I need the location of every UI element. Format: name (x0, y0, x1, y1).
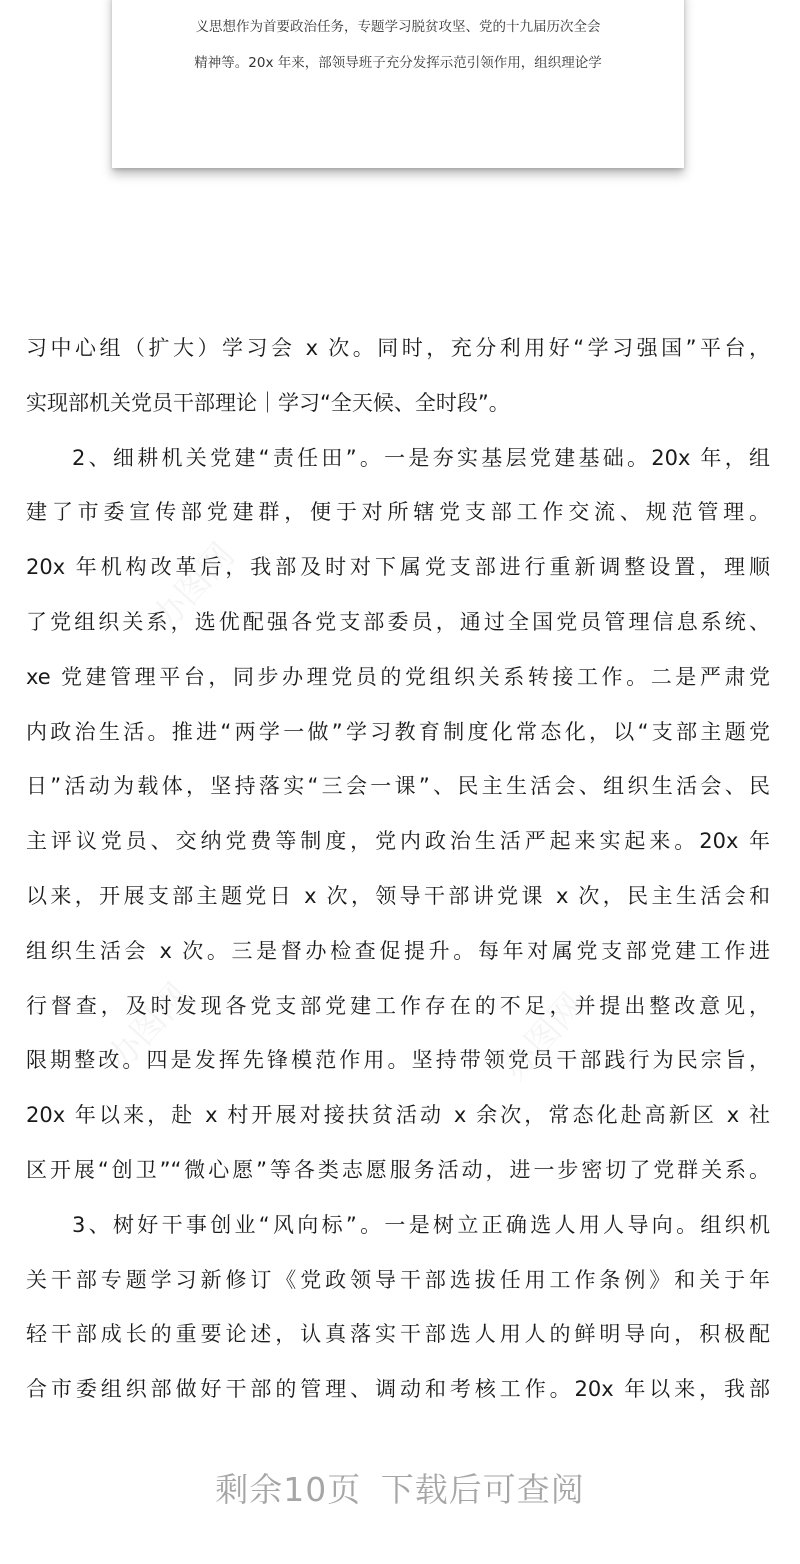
paragraph-line: 了党组织关系，选优配强各党支部委员，通过全国党员管理信息系统、 (26, 609, 770, 634)
paragraph-line: 习中心组（扩大）学习会 x 次。同时，充分利用好“学习强国”平台， (26, 336, 770, 360)
preview-line: 义思想作为首要政治任务，专题学习脱贫攻坚、党的十九届历次全会 (195, 19, 601, 35)
paragraph-line: 行督查，及时发现各党支部党建工作存在的不足，并提出整改意见， (26, 993, 770, 1018)
paragraph-line: 内政治生活。推进“两学一做”学习教育制度化常态化，以“支部主题党 (26, 719, 770, 744)
remaining-pages-notice[interactable]: 剩余10页 下载后可查阅 (215, 1470, 585, 1509)
paragraph-line: 20x 年以来，赴 x 村开展对接扶贫活动 x 余次，常态化赴高新区 x 社 (26, 1103, 770, 1128)
watermark: 办图网 (144, 535, 243, 639)
paragraph-line: xe 党建管理平台，同步办理党员的党组织关系转接工作。二是严肃党 (26, 664, 770, 689)
paragraph-line: 轻干部成长的重要论述，认真落实干部选人用人的鲜明导向，积极配 (26, 1322, 770, 1347)
paragraph-line: 主评议党员、交纳党费等制度，党内政治生活严起来实起来。20x 年 (26, 829, 770, 854)
paragraph-line: 实现部机关党员干部理论｜学习“全天候、全时段”。 (26, 390, 510, 415)
document-body (26, 326, 786, 1422)
paragraph-line: 合市委组织部做好干部的管理、调动和考核工作。20x 年以来，我部 (26, 1377, 770, 1402)
paragraph-line: 区开展“创卫”“微心愿”等各类志愿服务活动，进一步密切了党群关系。 (26, 1157, 770, 1182)
preview-line: 精神等。20x 年来，部领导班子充分发挥示范引领作用，组织理论学 (194, 55, 602, 71)
watermark: 办图网 (99, 975, 198, 1079)
preview-card (112, 0, 684, 168)
paragraph-line: 3、树好干事创业“风向标”。一是树立正确选人用人导向。组织机 (72, 1212, 770, 1237)
paragraph-line: 建了市委宣传部党建群，便于对所辖党支部工作交流、规范管理。 (26, 500, 770, 525)
paragraph-line: 20x 年机构改革后，我部及时对下属党支部进行重新调整设置，理顺 (26, 555, 770, 580)
watermark: 办图网 (494, 985, 593, 1089)
paragraph-line: 2、细耕机关党建“责任田”。一是夯实基层党建基础。20x 年，组 (72, 445, 770, 470)
paragraph-line: 关干部专题学习新修订《党政领导干部选拔任用工作条例》和关于年 (26, 1267, 770, 1292)
paragraph-line: 日”活动为载体，坚持落实“三会一课”、民主生活会、组织生活会、民 (26, 774, 770, 799)
paragraph-line: 以来，开展支部主题党日 x 次，领导干部讲党课 x 次，民主生活会和 (26, 883, 770, 908)
paragraph-line: 限期整改。四是发挥先锋模范作用。坚持带领党员干部践行为民宗旨， (26, 1048, 770, 1073)
paragraph-line: 组织生活会 x 次。三是督办检查促提升。每年对属党支部党建工作进 (26, 938, 770, 963)
